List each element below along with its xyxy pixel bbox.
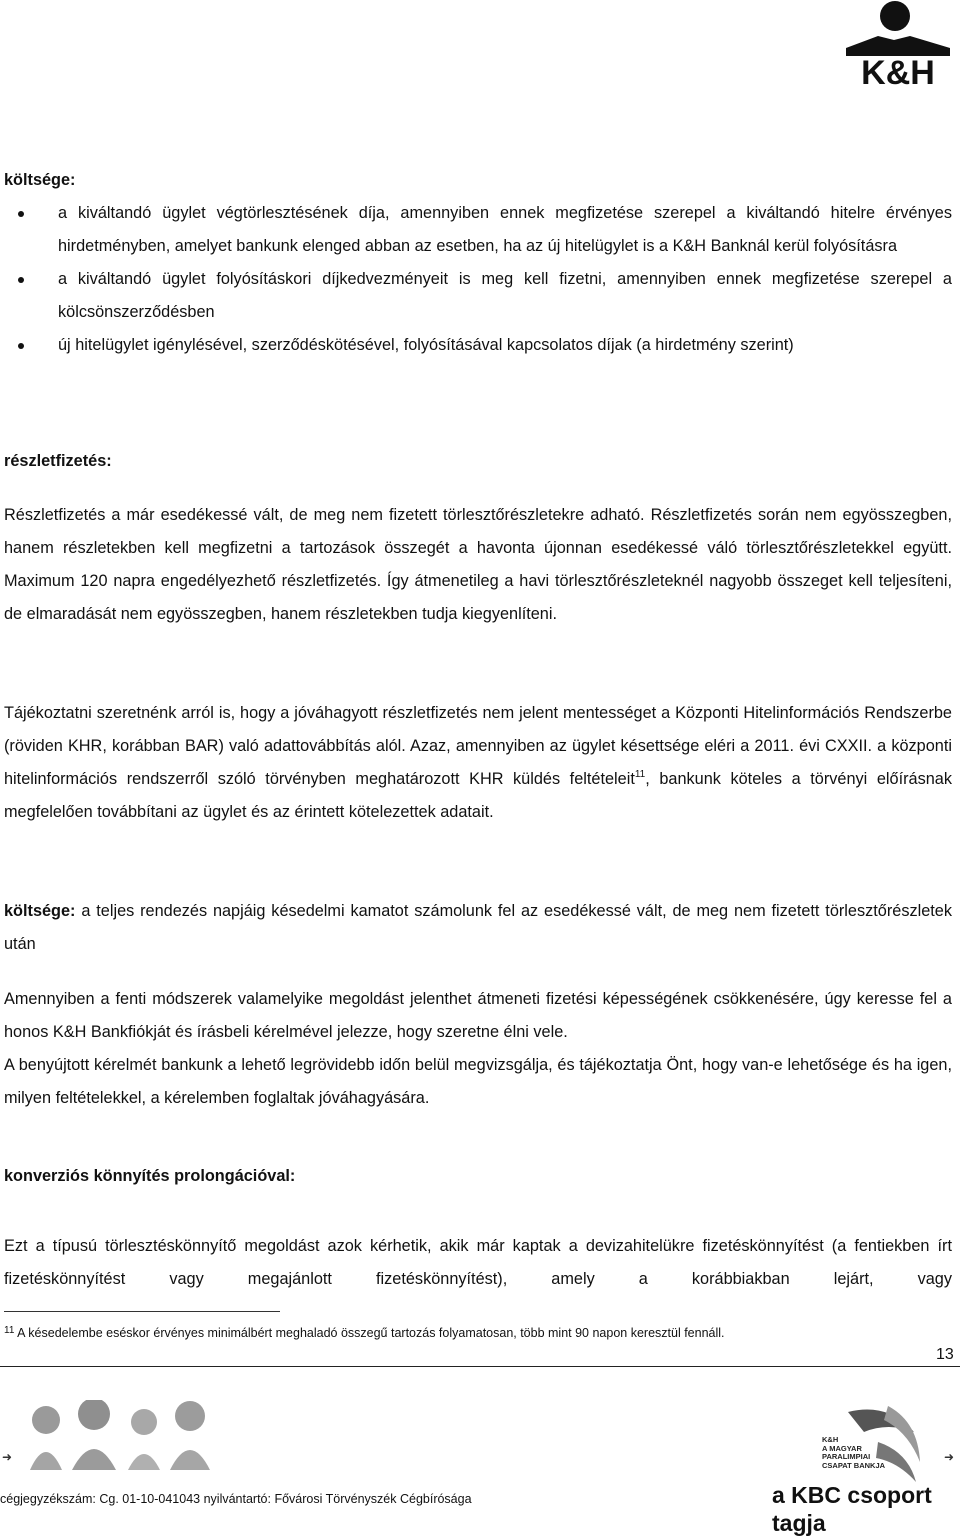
bullet-icon — [18, 211, 24, 217]
kh-logo-mark-icon — [838, 0, 958, 58]
footnote-number: 11 — [4, 1325, 15, 1336]
list-item — [4, 329, 952, 362]
paragraph-cost — [4, 895, 952, 961]
kbc-group-tagline: a KBC csoport tagja — [772, 1482, 932, 1536]
paralympic-line: K&H — [822, 1435, 839, 1444]
footnote-ref: 11 — [634, 769, 646, 780]
decorative-figures-icon — [24, 1400, 234, 1470]
paragraph-text: Tájékoztatni szeretnénk arról is, hogy a jóváhagyott részletfizetés nem jelent mentességet a Központi Hitelinformációs Rendszerbe (röviden KHR, korábban BAR) való adattovábbítás alól. Azaz, amennyiben az ügylet késettsége eléri a 2011. évi CXXII. a központi hitelinformációs rendszerről szóló törvényben meghatározott KHR küldés feltételeit — [4, 704, 952, 788]
kh-logo-text: K&H — [861, 54, 935, 92]
footnote-text: A késedelembe eséskor érvényes minimálbért meghaladó összegű tartozás folyamatosan, több mint 90 napon keresztül fennáll. — [14, 1326, 725, 1340]
paragraph-review: A benyújtott kérelmét bankunk a lehető legrövidebb időn belül megvizsgálja, és tájékoztatja Önt, hogy van-e lehetősége és ha igen, milyen feltételekkel, a kérelemben foglaltak jóváhagyására. — [4, 1056, 952, 1107]
paralympic-line: A MAGYAR — [822, 1443, 862, 1453]
arrow-bullet-icon: ➜ — [2, 1450, 13, 1464]
section-heading-koltsege: költsége: — [4, 171, 76, 189]
cost-bullet-list — [4, 197, 952, 362]
footnote-divider — [4, 1311, 280, 1312]
list-item-text: új hitelügylet igénylésével, szerződéskötésével, folyósításával kapcsolatos díjak (a hirdetmény szerint) — [58, 336, 794, 354]
list-item — [4, 263, 952, 329]
company-registry: cégjegyzékszám: Cg. 01-10-041043 nyilvántartó: Fővárosi Törvényszék Cégbírósága — [0, 1492, 472, 1506]
bullet-icon — [18, 277, 24, 283]
section-heading-reszletfizetes: részletfizetés: — [4, 452, 112, 470]
kh-logo — [838, 0, 958, 95]
list-item-text: a kiváltandó ügylet folyósításkori díjkedvezményeit is meg kell fizetni, amennyiben ennek megfizetése szerepel a kölcsönszerződésben — [58, 270, 952, 321]
arrow-bullet-icon: ➜ — [944, 1450, 955, 1464]
paragraph-text: , bankunk köteles a törvényi előírásnak megfelelően továbbítani az ügylet és az érintett kötelezettek adatait. — [4, 770, 952, 821]
page-number: 13 — [936, 1346, 954, 1363]
paragraph-khr — [4, 697, 952, 829]
cost-text: a teljes rendezés napjáig késedelmi kamatot számolunk fel az esedékessé vált, de meg nem fizetett törlesztőrészletek után — [4, 902, 952, 953]
paralympic-line: CSAPAT BANKJA — [822, 1460, 886, 1470]
paralympic-line: PARALIMPIAI — [822, 1452, 871, 1461]
list-item-text: a kiváltandó ügylet végtörlesztésének díja, amennyiben ennek megfizetése szerepel a kiváltandó hitelre érvényes hirdetményben, amelyet bankunk elenged abban az esetben, ha az új hitelügylet is a K&H Banknál kerül folyósításra — [58, 204, 952, 255]
footer-divider — [0, 1366, 960, 1367]
paralympic-logo-text — [822, 1436, 885, 1470]
footnote — [4, 1324, 952, 1342]
paragraph-reszletfizetes: Részletfizetés a már esedékessé vált, de meg nem fizetett törlesztőrészletekre adható. Részletfizetés során nem egyösszegben, hanem részletekben kell megfizetni a tartozások összegét a havonta újonnan esedékessé váló törlesztőrészletekkel együtt. Maximum 120 napra engedélyezhető részletfizetés. Így átmenetileg a havi törlesztőrészleteknél nagyobb összeget kell teljesíteni, de elmaradását nem egyösszegben, hanem részletekben tudja kiegyenlíteni. — [4, 506, 952, 623]
paragraph-request: Amennyiben a fenti módszerek valamelyike megoldást jelenthet átmeneti fizetési képességének csökkenésére, úgy keresse fel a honos K&H Bankfiókját és írásbeli kérelmével jelezze, hogy szeretne élni vele. — [4, 990, 952, 1041]
paragraph-konverzios: Ezt a típusú törlesztéskönnyítő megoldást azok kérhetik, akik már kaptak a devizahitelükre fizetéskönnyítést (a fentiekben írt fizetéskönnyítést vagy megajánlott fizetéskönnyítést), amely a korábbiakban lejárt, vagy — [4, 1237, 952, 1288]
cost-label: költsége: — [4, 902, 76, 920]
bullet-icon — [18, 343, 24, 349]
section-heading-konverzios: konverziós könnyítés prolongációval: — [4, 1167, 296, 1185]
list-item — [4, 197, 952, 263]
